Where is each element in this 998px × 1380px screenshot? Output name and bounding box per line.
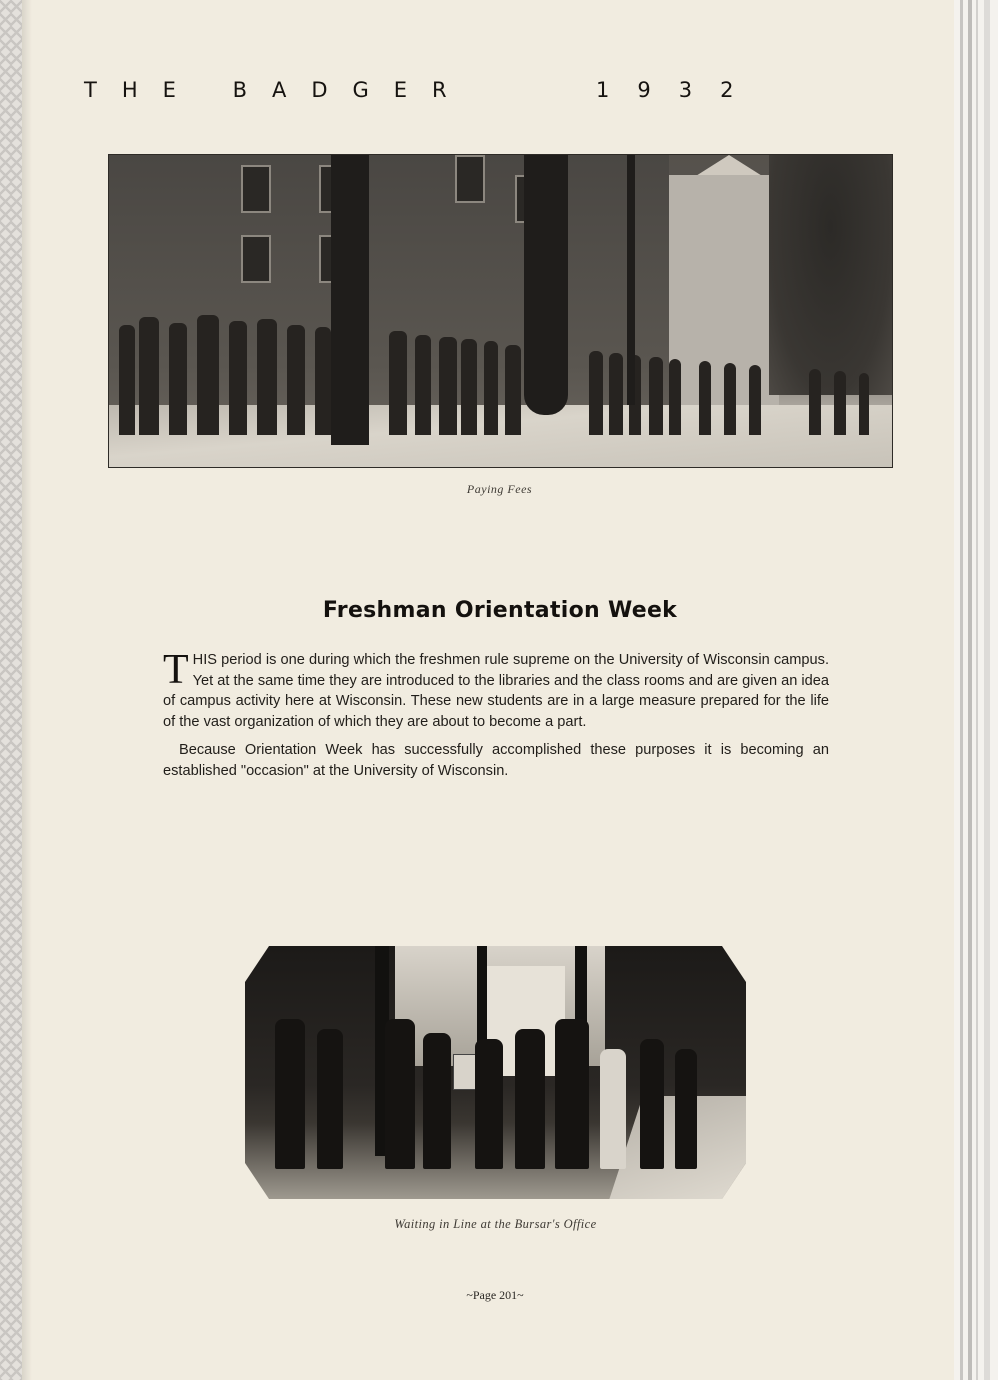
- right-decorative-border: [954, 0, 998, 1380]
- photo-paying-fees: [108, 154, 893, 468]
- photo-bursar-line: [245, 946, 746, 1199]
- photo-caption: Waiting in Line at the Bursar's Office: [394, 1217, 597, 1231]
- drop-cap: T: [163, 647, 189, 693]
- article-heading: Freshman Orientation Week: [322, 598, 678, 623]
- paragraph-2: Because Orientation Week has successfully accomplished these purposes it is becoming an established "occasion" at the University of Wisconsin.: [163, 742, 829, 779]
- paragraph-1-text: HIS period is one during which the freshmen rule supreme on the University of Wisconsin campus. Yet at the same time they are introduced to the libraries and the class rooms and are given an idea of campus activity here at Wisconsin. These new students are in a large measure prepared for the life of the vast organization of which they are about to become a part.: [163, 652, 829, 730]
- paragraph-1: [163, 647, 829, 732]
- left-decorative-border: [0, 0, 22, 1380]
- photo-caption: Paying Fees: [466, 482, 533, 496]
- binding-shadow: [22, 0, 32, 1380]
- page-number: ~Page 201~: [466, 1288, 524, 1302]
- publication-title: THE BADGER: [84, 78, 472, 102]
- publication-year: 1932: [596, 78, 762, 102]
- article-body: [163, 647, 829, 781]
